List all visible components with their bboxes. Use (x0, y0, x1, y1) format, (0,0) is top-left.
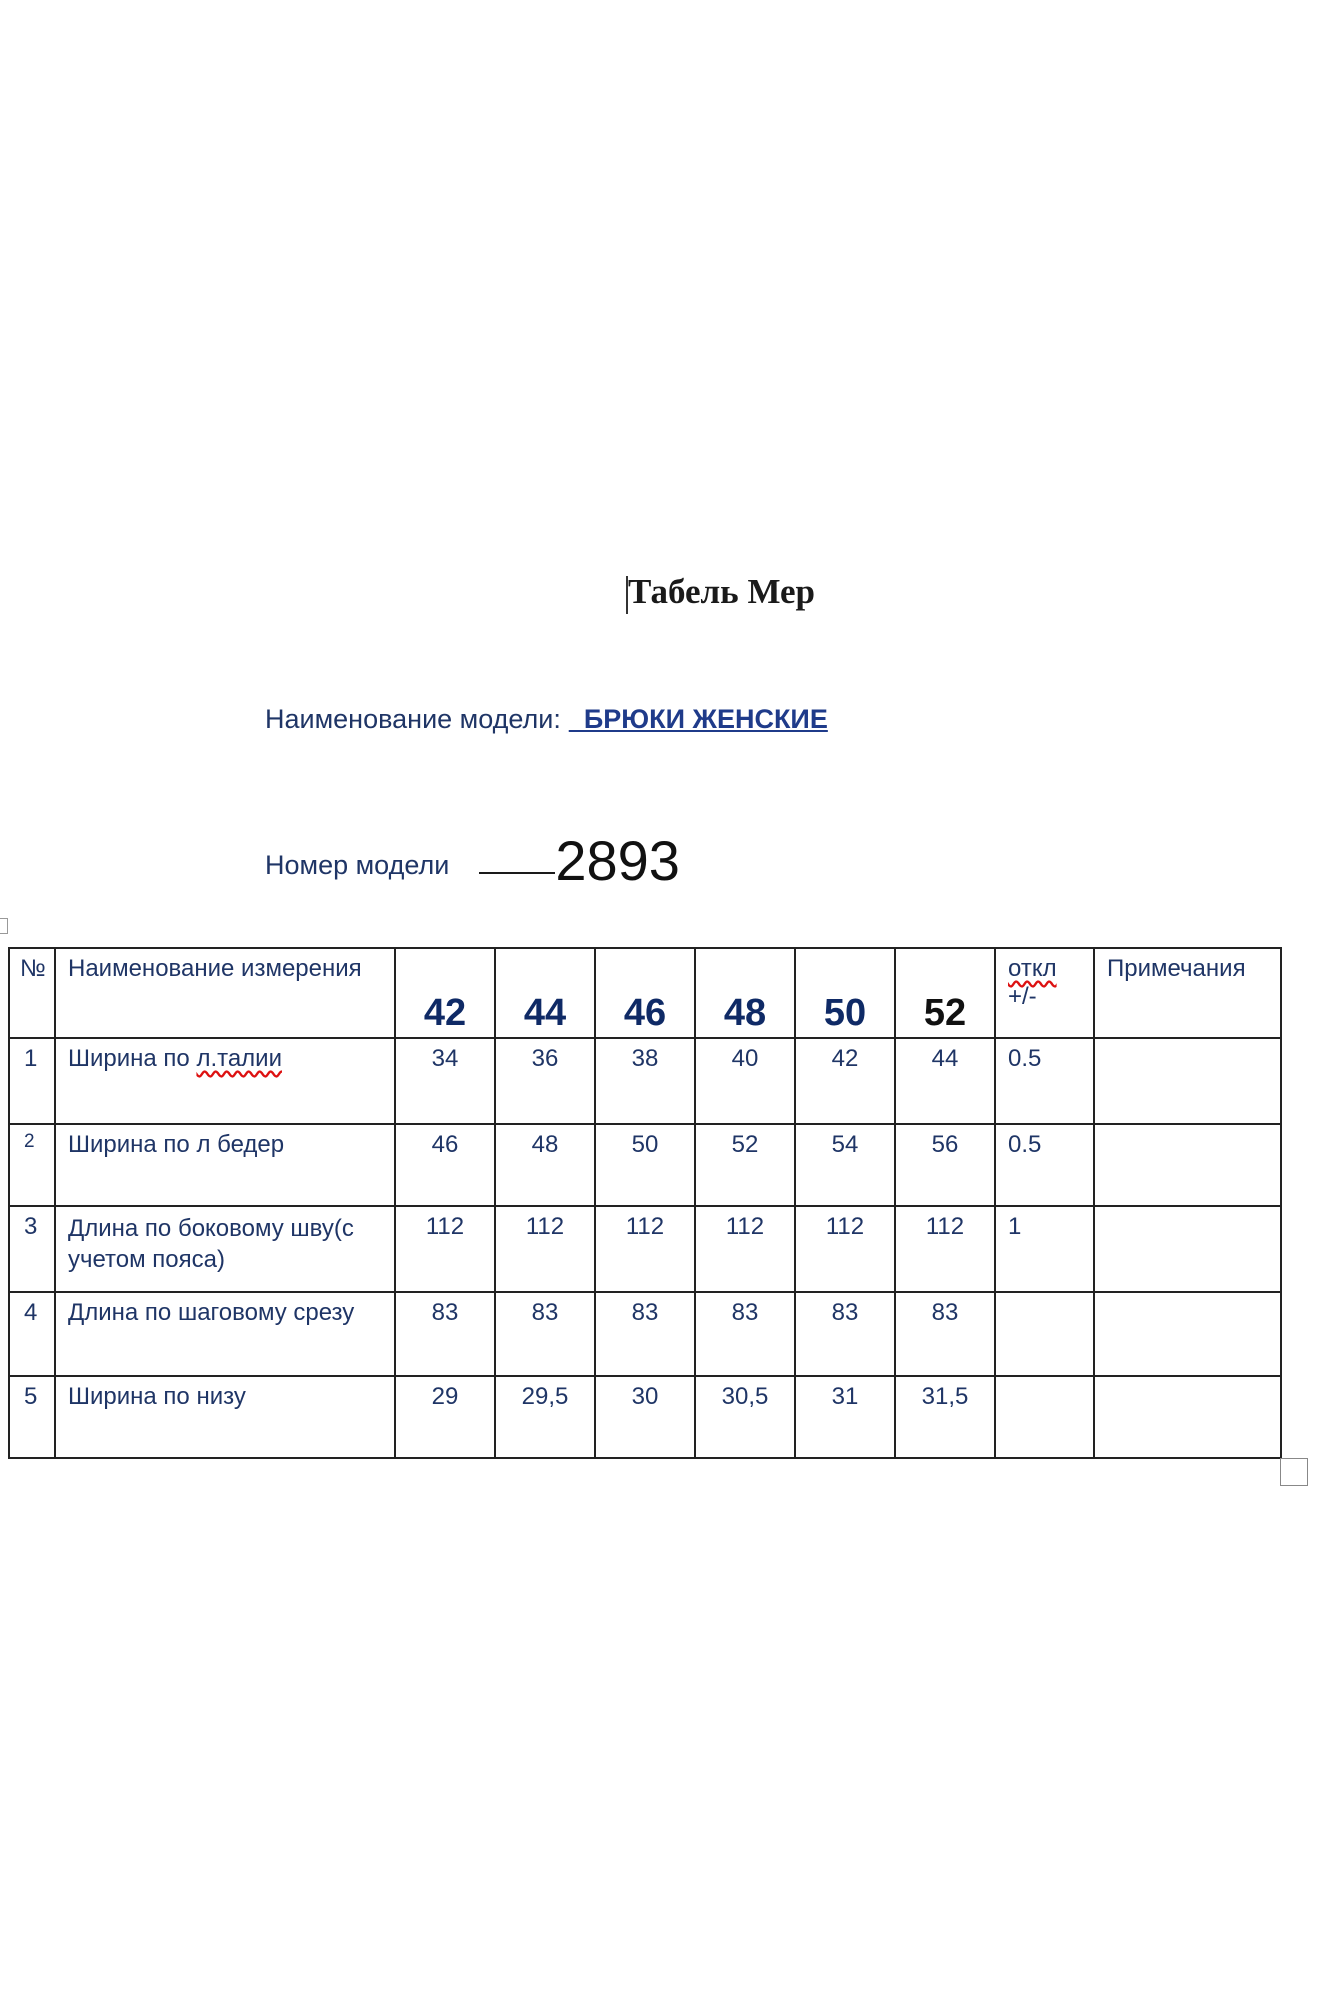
row-value-46: 50 (595, 1124, 695, 1206)
row-value-44: 36 (495, 1038, 595, 1124)
row-value-46: 83 (595, 1292, 695, 1376)
row-note (1094, 1124, 1281, 1206)
row-note (1094, 1206, 1281, 1292)
row-note (1094, 1376, 1281, 1458)
row-tolerance (995, 1376, 1094, 1458)
row-value-44: 112 (495, 1206, 595, 1292)
row-number: 3 (9, 1206, 55, 1292)
model-number-line (265, 828, 680, 893)
row-tolerance: 0.5 (995, 1038, 1094, 1124)
table-row (9, 1124, 1281, 1206)
row-value-52: 83 (895, 1292, 995, 1376)
header-size-42: 42 (395, 948, 495, 1038)
header-tolerance (995, 948, 1094, 1038)
row-value-52: 112 (895, 1206, 995, 1292)
table-header-row (9, 948, 1281, 1038)
model-number-value: 2893 (555, 829, 680, 892)
row-tolerance: 0.5 (995, 1124, 1094, 1206)
model-number-label: Номер модели (265, 850, 450, 880)
measurement-table (8, 947, 1282, 1459)
model-name-value: _БРЮКИ ЖЕНСКИЕ (568, 704, 828, 734)
row-name-text: Ширина по (68, 1045, 197, 1072)
header-size-50: 50 (795, 948, 895, 1038)
row-measurement-name: Ширина по л бедер (55, 1124, 395, 1206)
row-value-46: 38 (595, 1038, 695, 1124)
table-resize-handle[interactable] (1280, 1458, 1308, 1486)
row-value-50: 31 (795, 1376, 895, 1458)
row-value-52: 56 (895, 1124, 995, 1206)
row-value-52: 31,5 (895, 1376, 995, 1458)
row-tolerance (995, 1292, 1094, 1376)
table-row (9, 1292, 1281, 1376)
row-number: 2 (9, 1124, 55, 1206)
row-measurement-name: Длина по шаговому срезу (55, 1292, 395, 1376)
row-name-marked-text: л.талии (196, 1045, 282, 1072)
row-value-50: 83 (795, 1292, 895, 1376)
row-value-50: 54 (795, 1124, 895, 1206)
document-title: Табель Мер (628, 572, 816, 611)
row-number: 1 (9, 1038, 55, 1124)
row-value-52: 44 (895, 1038, 995, 1124)
row-value-46: 30 (595, 1376, 695, 1458)
header-size-52: 52 (895, 948, 995, 1038)
row-note (1094, 1038, 1281, 1124)
row-value-42: 34 (395, 1038, 495, 1124)
header-size-46: 46 (595, 948, 695, 1038)
row-value-48: 40 (695, 1038, 795, 1124)
row-value-42: 83 (395, 1292, 495, 1376)
row-value-42: 46 (395, 1124, 495, 1206)
header-tolerance-label: откл (1008, 955, 1057, 982)
row-value-48: 83 (695, 1292, 795, 1376)
row-value-42: 112 (395, 1206, 495, 1292)
row-tolerance: 1 (995, 1206, 1094, 1292)
row-number: 5 (9, 1376, 55, 1458)
row-value-44: 83 (495, 1292, 595, 1376)
header-tolerance-sign: +/- (1008, 983, 1037, 1010)
table-row (9, 1376, 1281, 1458)
table-row (9, 1206, 1281, 1292)
table-move-handle[interactable] (0, 918, 8, 934)
header-num: № (9, 948, 55, 1038)
table-row (9, 1038, 1281, 1124)
row-value-46: 112 (595, 1206, 695, 1292)
row-note (1094, 1292, 1281, 1376)
row-value-50: 112 (795, 1206, 895, 1292)
row-value-44: 29,5 (495, 1376, 595, 1458)
row-value-48: 112 (695, 1206, 795, 1292)
header-size-48: 48 (695, 948, 795, 1038)
row-value-50: 42 (795, 1038, 895, 1124)
row-number: 4 (9, 1292, 55, 1376)
row-measurement-name: Ширина по низу (55, 1376, 395, 1458)
row-value-48: 52 (695, 1124, 795, 1206)
row-measurement-name: Длина по боковому шву(с учетом пояса) (55, 1206, 395, 1292)
row-measurement-name (55, 1038, 395, 1124)
row-value-48: 30,5 (695, 1376, 795, 1458)
header-size-44: 44 (495, 948, 595, 1038)
header-measurement-name: Наименование измерения (55, 948, 395, 1038)
model-name-label: Наименование модели: (265, 704, 561, 734)
model-number-blank-line (479, 872, 555, 874)
header-notes: Примечания (1094, 948, 1281, 1038)
row-value-42: 29 (395, 1376, 495, 1458)
model-name-line (265, 704, 828, 735)
row-value-44: 48 (495, 1124, 595, 1206)
